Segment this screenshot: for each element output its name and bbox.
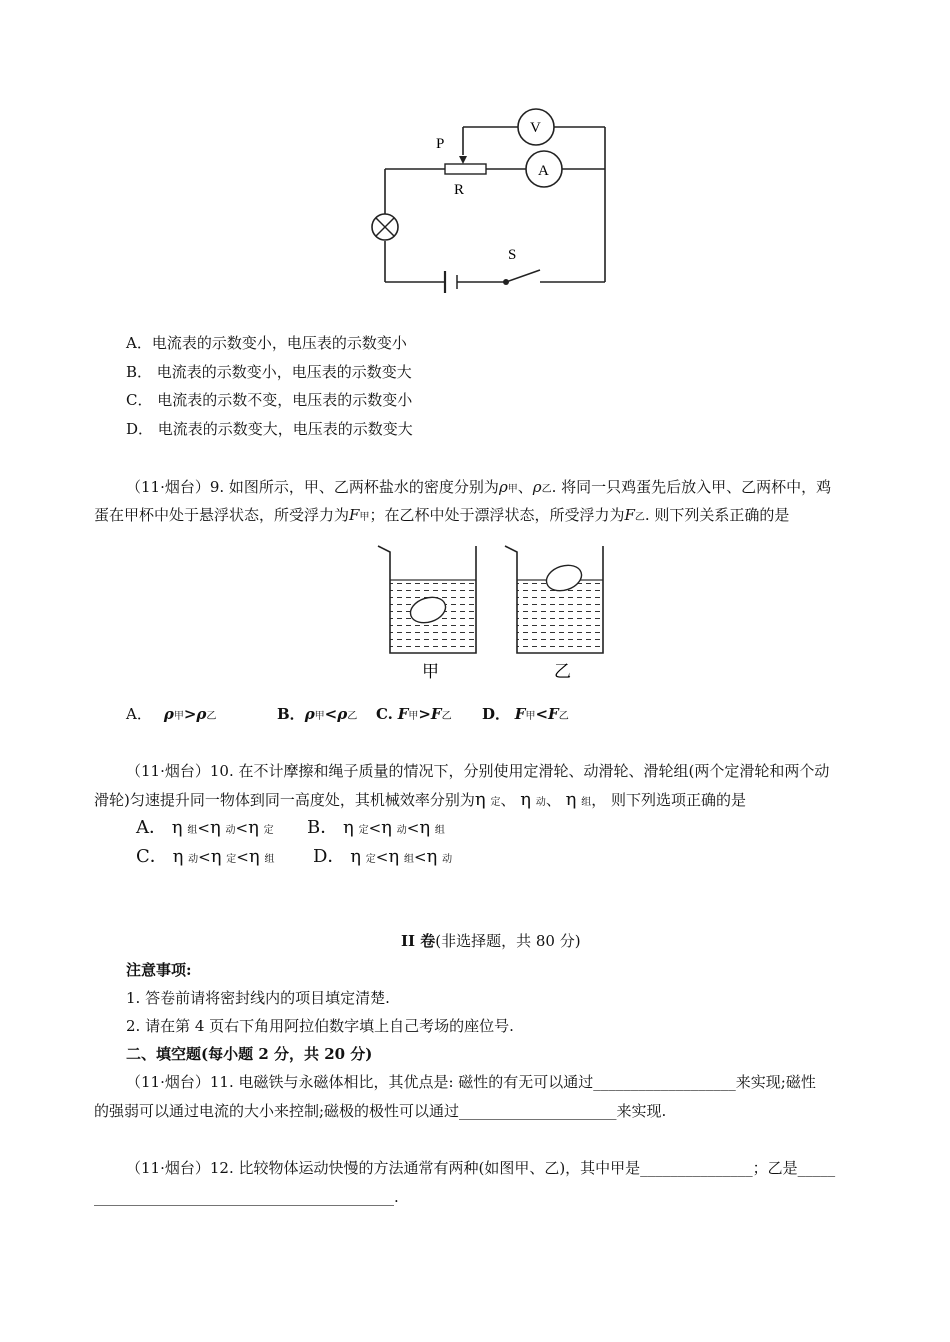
q11-line-2: 的强弱可以通过电流的大小来控制;磁极的极性可以通过_____________________来实现.	[94, 1102, 667, 1120]
q9-option-b: B．ρ甲<ρ乙	[277, 705, 358, 723]
q11-line-1: （11·烟台）11. 电磁铁与永磁体相比，其优点是: 磁性的有无可以通过___________________来实现;磁性	[126, 1073, 816, 1091]
q9-option-c: C. F甲>F乙	[376, 705, 452, 723]
q8-option-d: D． 电流表的示数变大，电压表的示数变大	[126, 420, 413, 438]
fill-section-title: 二、填空题(每小题 2 分，共 20 分)	[126, 1045, 373, 1063]
q8-option-a: A．电流表的示数变小，电压表的示数变小	[126, 334, 407, 352]
switch-icon	[503, 279, 509, 285]
q10-option-c: C． η 动<η 定<η 组	[136, 846, 275, 867]
label-A: A	[538, 163, 549, 179]
lamp-icon	[372, 214, 398, 240]
battery-icon	[445, 271, 457, 293]
rheostat	[445, 164, 486, 174]
circuit-diagram	[360, 100, 620, 300]
cup-label-yi: 乙	[554, 662, 571, 681]
q9-option-d: D． F甲<F乙	[482, 705, 569, 723]
label-V: V	[530, 120, 541, 136]
q8-option-b: B． 电流表的示数变小，电压表的示数变大	[126, 363, 412, 381]
cup-label-jia: 甲	[422, 662, 439, 681]
notes-title: 注意事项:	[126, 961, 192, 979]
q12-line-1: （11·烟台）12. 比较物体运动快慢的方法通常有两种(如图甲、乙)，其中甲是_______________；乙是_____	[126, 1159, 836, 1177]
note-2: 2. 请在第 4 页右下角用阿拉伯数字填上自己考场的座位号.	[126, 1017, 514, 1035]
label-P: P	[436, 136, 445, 152]
section-title: II 卷(非选择题，共 80 分)	[401, 932, 581, 950]
beaker-jia	[378, 546, 476, 653]
q10-option-b: B． η 定<η 动<η 组	[307, 817, 445, 838]
q9-line-1: （11·烟台）9. 如图所示，甲、乙两杯盐水的密度分别为ρ甲、ρ乙. 将同一只鸡蛋先后放入甲、乙两杯中，鸡	[126, 478, 832, 496]
q9-line-2: 蛋在甲杯中处于悬浮状态，所受浮力为F甲；在乙杯中处于漂浮状态，所受浮力为F乙. 则下列关系正确的是	[94, 506, 790, 524]
q10-option-a: A． η 组<η 动<η 定	[136, 817, 274, 838]
q10-option-d: D． η 定<η 组<η 动	[313, 846, 453, 867]
q9-option-a: A． ρ甲>ρ乙	[126, 705, 217, 723]
q12-line-2: ________________________________________.	[94, 1188, 399, 1206]
label-R: R	[454, 182, 465, 198]
note-1: 1. 答卷前请将密封线内的项目填定清楚.	[126, 989, 390, 1007]
beaker-yi	[505, 546, 603, 653]
beakers-figure	[370, 538, 610, 683]
q10-line-2: 滑轮)匀速提升同一物体到同一高度处，其机械效率分别为η 定、 η 动、 η 组， 则下列选项正确的是	[94, 789, 746, 810]
q8-option-c: C． 电流表的示数不变，电压表的示数变小	[126, 391, 413, 409]
q10-line-1: （11·烟台）10. 在不计摩擦和绳子质量的情况下，分别使用定滑轮、动滑轮、滑轮组(两个定滑轮和两个动	[126, 762, 830, 780]
label-S: S	[508, 247, 517, 263]
